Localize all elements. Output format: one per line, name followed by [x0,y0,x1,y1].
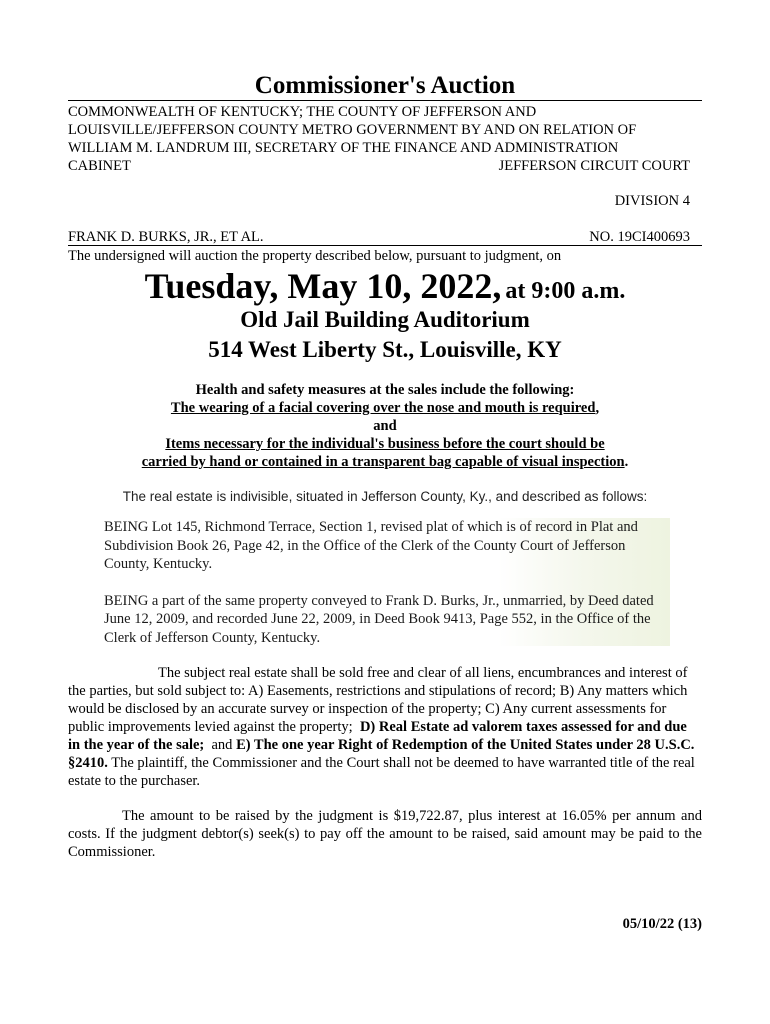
health-item-1-suffix: , [595,400,600,416]
defendant-name: FRANK D. BURKS, JR., ET AL. [68,229,264,245]
health-and: and [373,418,397,434]
title-rule [68,100,702,101]
case-number: NO. 19CI400693 [589,229,690,245]
sale-terms [68,664,702,790]
legal-p1-line-3: County, Kentucky. [104,556,213,572]
court-name: JEFFERSON CIRCUIT COURT [498,158,690,174]
legal-p2-line-3: Clerk of Jefferson County, Kentucky. [104,629,321,646]
health-item-2 [68,435,702,453]
caption-rule [68,245,702,246]
amount-text: The amount to be raised by the judgment is $19,722.87, plus interest at 16.05% per annum and costs. If the judgment debtor(s) seek(s) to pay off the amount to be raised, said amount may be paid to the Commissioner. [68,808,702,860]
caption-line-4 [68,157,690,175]
court-division: DIVISION 4 [614,193,690,209]
legal-description-p1 [98,518,670,574]
caption-line-1: COMMONWEALTH OF KENTUCKY; THE COUNTY OF JEFFERSON AND [68,104,537,120]
case-parties [68,228,690,246]
health-item-1-text: The wearing of a facial covering over the nose and mouth is required [170,400,596,416]
health-item-2-line-2: carried by hand or contained in a transparent bag capable of visual inspection [141,454,625,470]
sale-date: Tuesday, May 10, 2022, [144,266,502,306]
venue-name: Old Jail Building Auditorium [240,307,530,332]
health-heading: Health and safety measures at the sales include the following: [195,382,575,398]
health-item-2-line-1: Items necessary for the individual's business before the court should be [165,436,605,452]
health-item-2-suffix: . [624,454,629,470]
legal-p1-line-1: BEING Lot 145, Richmond Terrace, Section 1, revised plat of which is of record in Plat and [104,519,638,535]
sale-time: at 9:00 a.m. [505,278,626,304]
caption-line-3: WILLIAM M. LANDRUM III, SECRETARY OF THE FINANCE AND ADMINISTRATION [68,140,619,156]
legal-description-scan [98,518,670,646]
legal-p1-line-2: Subdivision Book 26, Page 42, in the Office of the Clerk of the County Court of Jefferson [104,537,626,554]
terms-part-1: The subject real estate shall be sold free and clear of all liens, encumbrances and interest of the parties, but sold subject to: A) Easements, restrictions and stipulations of record; B) Any matters which would be disclosed by an accurate survey or inspection of the property; C) Any current assessments for public improvements levied against the property; [68,665,688,735]
sale-venue [68,305,702,365]
terms-part-2: D) Real Estate ad valorem taxes assessed for and due in the year of the sale; [68,719,687,753]
legal-p2-line-2: June 12, 2009, and recorded June 22, 2009, in Deed Book 9413, Page 552, in the Office of the [104,611,651,627]
health-item-1 [68,399,702,417]
judgment-amount [68,807,702,861]
notice-title: Commissioner's Auction [254,72,516,99]
terms-part-3: and [211,737,233,753]
terms-part-5: The plaintiff, the Commissioner and the Court shall not be deemed to have warranted title of the real estate to the purchaser. [68,755,695,789]
publication-date: 05/10/22 (13) [622,916,702,932]
caption-line-2: LOUISVILLE/JEFFERSON COUNTY METRO GOVERNMENT BY AND ON RELATION OF [68,122,637,138]
health-measures [68,381,702,471]
undersigned-statement: The undersigned will auction the property described below, pursuant to judgment, on [68,248,562,264]
property-intro: The real estate is indivisible, situated in Jefferson County, Ky., and described as follows: [122,489,648,504]
legal-description-p2 [98,592,670,648]
caption-cabinet: CABINET [68,158,131,174]
health-item-2b [68,453,702,471]
case-caption [68,103,702,175]
venue-address: 514 West Liberty St., Louisville, KY [208,337,562,362]
legal-p2-line-1: BEING a part of the same property conveyed to Frank D. Burks, Jr., unmarried, by Deed dated [104,592,654,609]
terms-part-4: E) The one year Right of Redemption of the United States under 28 U.S.C. §2410. [68,737,695,771]
